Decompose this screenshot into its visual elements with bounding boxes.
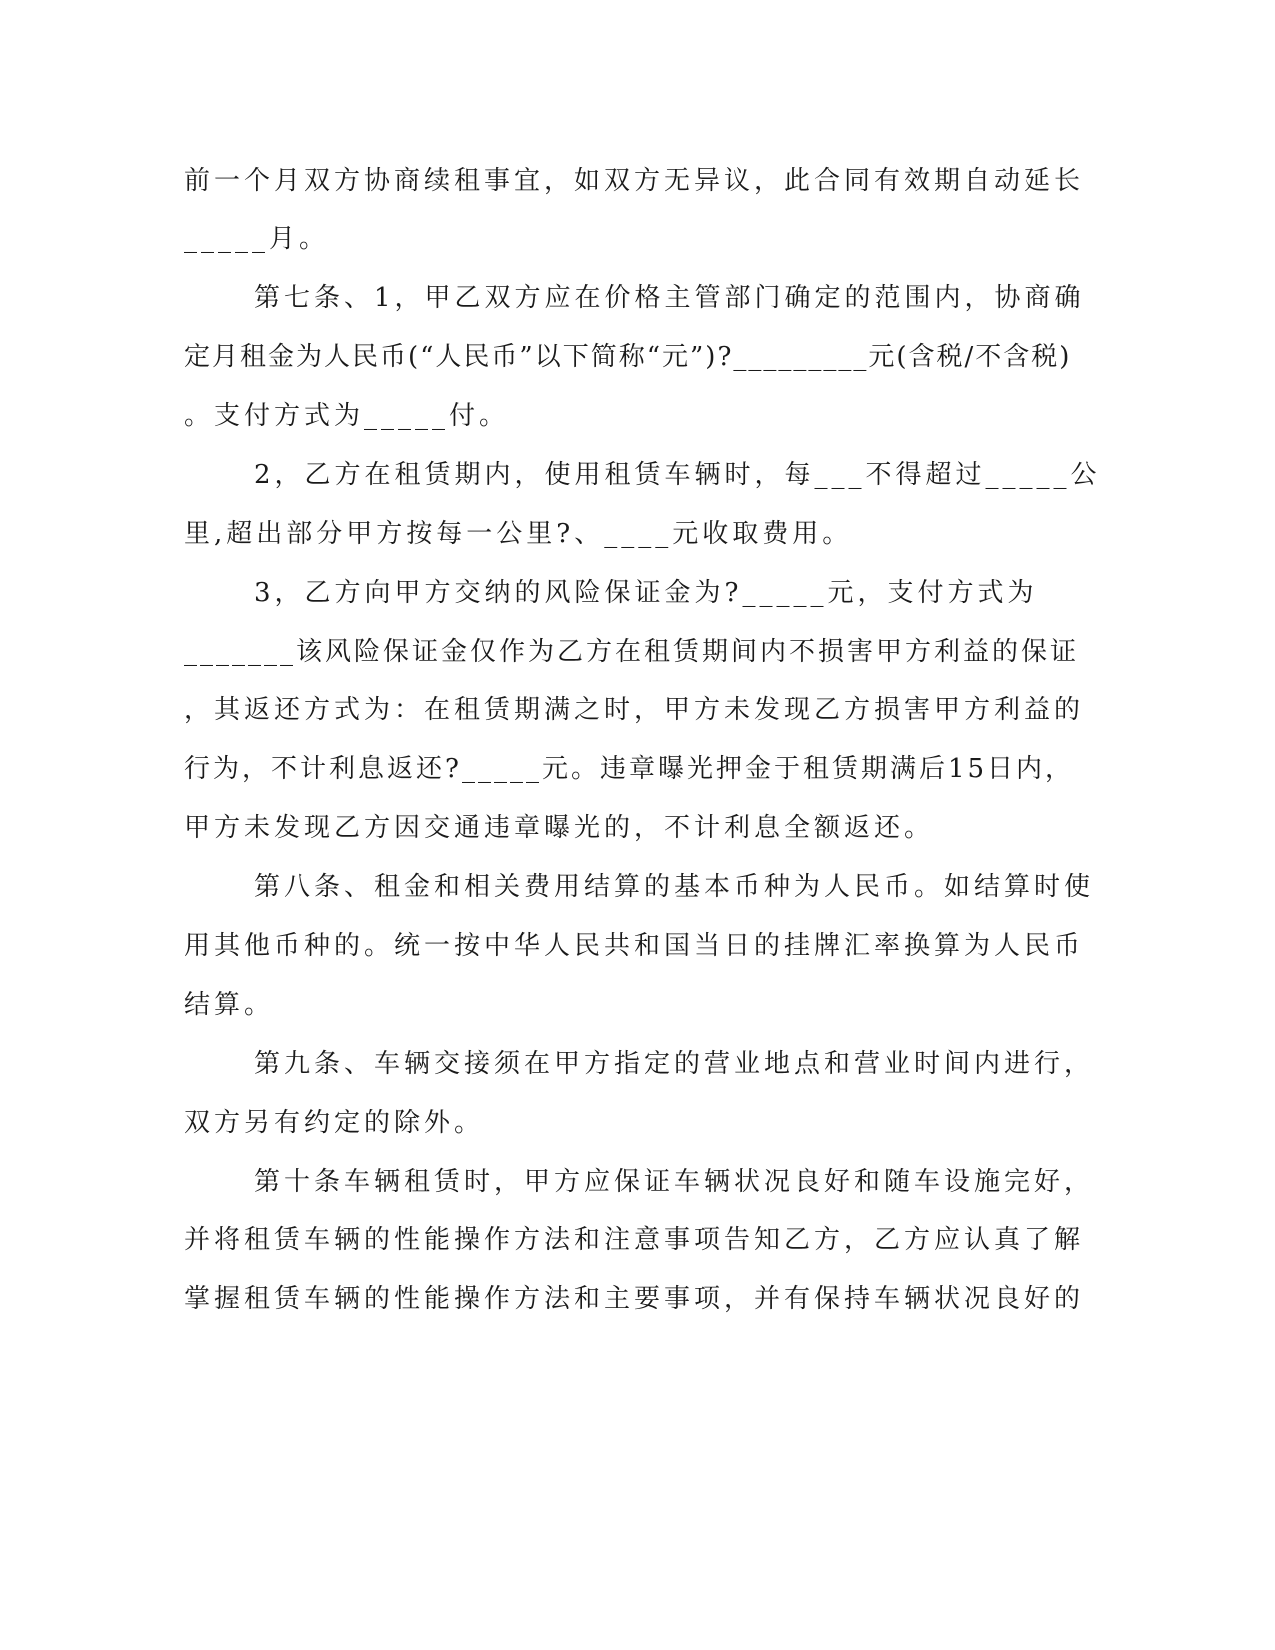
text-line: 并将租赁车辆的性能操作方法和注意事项告知乙方，乙方应认真了解: [184, 1225, 1085, 1255]
text-line: ，其返还方式为：在租赁期满之时，甲方未发现乙方损害甲方利益的: [184, 695, 1085, 725]
text-line: _____月。: [184, 224, 330, 254]
text-line: _______该风险保证金仅作为乙方在租赁期间内不损害甲方利益的保证: [184, 637, 1080, 667]
text-line: 用其他币种的。统一按中华人民共和国当日的挂牌汇率换算为人民币: [184, 931, 1085, 961]
text-line: 前一个月双方协商续租事宜，如双方无异议，此合同有效期自动延长: [184, 166, 1085, 196]
text-line: 第七条、1，甲乙双方应在价格主管部门确定的范围内，协商确: [254, 283, 1085, 313]
text-line: 双方另有约定的除外。: [184, 1108, 485, 1138]
text-line: 结算。: [184, 990, 275, 1020]
text-line: 行为，不计利息返还?_____元。违章曝光押金于租赁期满后15日内，: [184, 754, 1075, 784]
text-line: 2，乙方在租赁期内，使用租赁车辆时，每___不得超过_____公: [254, 460, 1101, 490]
text-line: 第十条车辆租赁时，甲方应保证车辆状况良好和随车设施完好，: [254, 1167, 1095, 1197]
text-line: 第八条、租金和相关费用结算的基本币种为人民币。如结算时使: [254, 872, 1095, 902]
text-line: 甲方未发现乙方因交通违章曝光的，不计利息全额返还。: [184, 813, 935, 843]
text-line: 第九条、车辆交接须在甲方指定的营业地点和营业时间内进行，: [254, 1049, 1095, 1079]
text-line: 3，乙方向甲方交纳的风险保证金为?_____元，支付方式为: [254, 578, 1038, 608]
text-line: 定月租金为人民币(“人民币”以下简称“元”)?_________元(含税/不含税): [184, 342, 1072, 372]
text-line: 。支付方式为_____付。: [184, 401, 510, 431]
text-line: 掌握租赁车辆的性能操作方法和主要事项，并有保持车辆状况良好的: [184, 1284, 1085, 1314]
text-line: 里,超出部分甲方按每一公里?、____元收取费用。: [184, 519, 853, 549]
